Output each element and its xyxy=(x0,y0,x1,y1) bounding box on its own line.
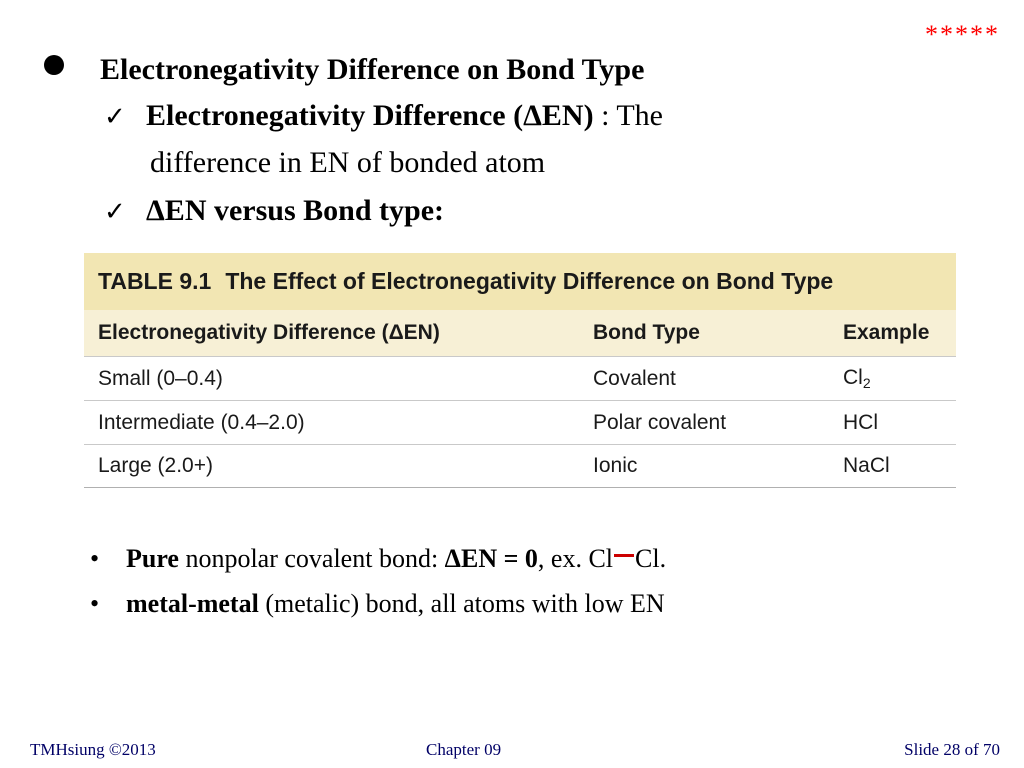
cell-range: Large (2.0+) xyxy=(98,454,213,477)
cell-range: Small (0–0.4) xyxy=(98,366,223,390)
example-base: HCl xyxy=(843,410,878,434)
point1-rest: : The xyxy=(593,99,663,132)
header-bond-type: Bond Type xyxy=(593,321,700,344)
bullet-dot-icon: • xyxy=(90,544,100,573)
covalent-bond-line-icon xyxy=(614,554,634,557)
bullet-metal-metal xyxy=(90,588,665,620)
cell-bond-type: Polar covalent xyxy=(593,410,727,434)
point-en-vs-bond-type xyxy=(104,193,444,230)
table-row xyxy=(84,356,956,400)
cell-bond-type: Covalent xyxy=(593,366,676,390)
cell-range: Intermediate (0.4–2.0) xyxy=(98,410,305,434)
cell-example xyxy=(831,366,956,391)
table-number: TABLE 9.1 xyxy=(98,268,212,294)
bullet1-bold2: ΔEN = 0 xyxy=(444,544,538,573)
point2-bold: ΔEN versus Bond type: xyxy=(146,194,445,227)
checkmark-icon: ✓ xyxy=(104,102,126,132)
cell-bond-type: Ionic xyxy=(593,454,638,477)
header-example: Example xyxy=(843,321,930,344)
table-caption xyxy=(84,253,956,310)
bullet-pure-nonpolar xyxy=(90,543,666,575)
footer-slide-number: Slide 28 of 70 xyxy=(904,740,1000,759)
bullet1-text2: , ex. Cl xyxy=(537,544,614,573)
footer-chapter: Chapter 09 xyxy=(426,740,502,759)
filled-circle-bullet-icon xyxy=(44,55,64,75)
table-row xyxy=(84,444,956,488)
example-subscript: 2 xyxy=(862,375,871,391)
checkmark-icon: ✓ xyxy=(104,197,126,227)
bullet2-text: (metalic) bond, all atoms with low EN xyxy=(258,589,665,618)
point-en-difference xyxy=(104,98,663,135)
bullet1-bold: Pure xyxy=(126,544,179,573)
point1-symbol: (ΔEN) xyxy=(513,99,594,132)
footer-author: TMHsiung ©2013 xyxy=(30,740,156,759)
table-row xyxy=(84,400,956,444)
table-header-row xyxy=(84,310,956,356)
example-base: NaCl xyxy=(843,454,890,477)
cell-example xyxy=(831,411,956,435)
cell-example xyxy=(831,454,956,478)
importance-stars: ***** xyxy=(925,20,1000,49)
main-heading xyxy=(44,52,644,88)
bullet1-text: nonpolar covalent bond: xyxy=(178,544,445,573)
bullet-dot-icon: • xyxy=(90,589,100,618)
example-base: Cl xyxy=(843,366,863,389)
bond-type-table xyxy=(84,253,956,489)
bullet2-bold: metal-metal xyxy=(126,589,259,618)
heading-text: Electronegativity Difference on Bond Type xyxy=(100,53,645,86)
point1-bold: Electronegativity Difference xyxy=(146,99,506,132)
header-en-difference: Electronegativity Difference (ΔEN) xyxy=(98,321,440,344)
bullet1-text3: Cl. xyxy=(635,544,667,573)
table-title: The Effect of Electronegativity Difference on Bond Type xyxy=(225,268,834,294)
point1-continuation: difference in EN of bonded atom xyxy=(150,146,546,179)
